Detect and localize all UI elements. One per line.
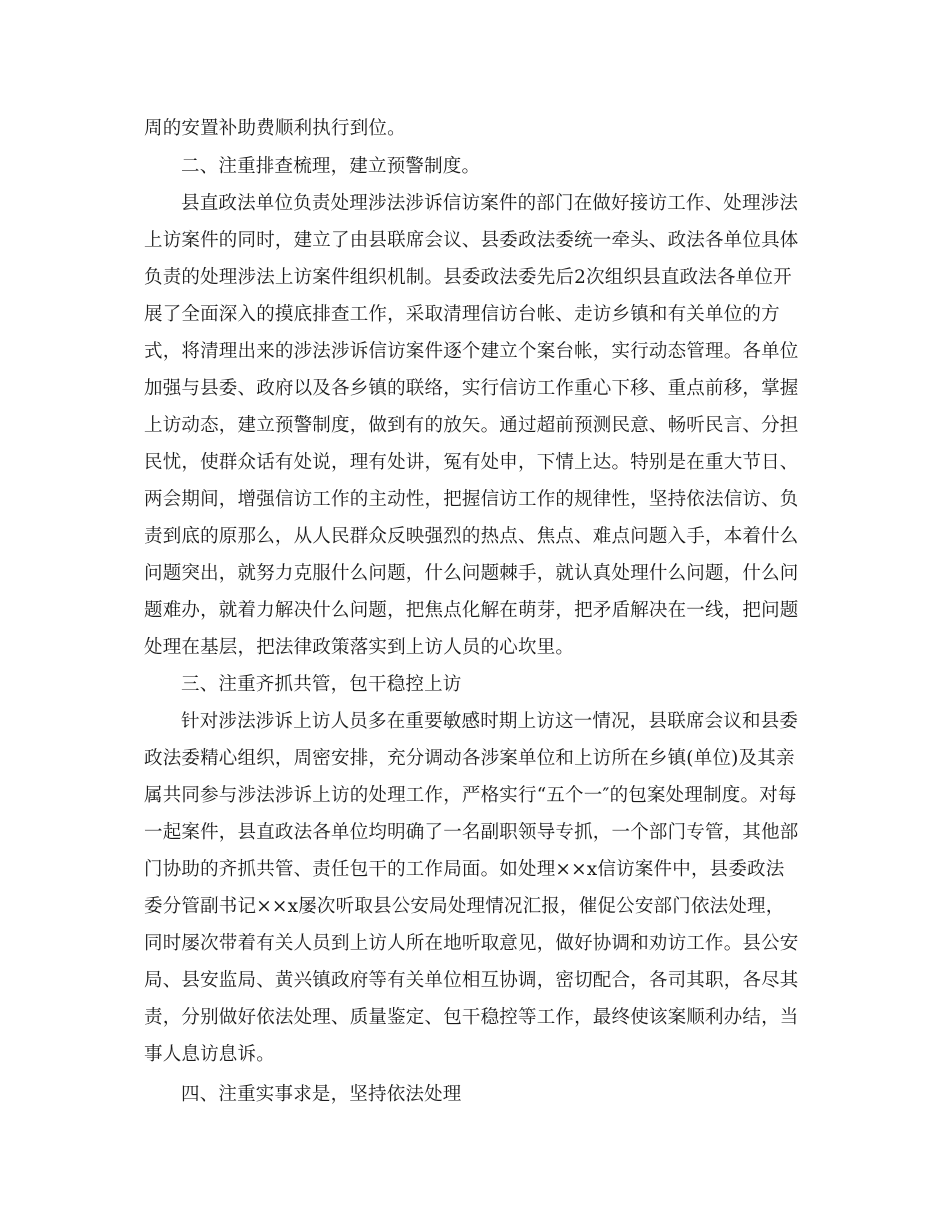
body-text-line: 一起案件，县直政法各单位均明确了一名副职领导专抓，一个部门专管，其他部 xyxy=(144,822,799,843)
body-text-line: 周的安置补助费顺利执行到位。 xyxy=(144,118,406,139)
section-heading: 四、注重实事求是，坚持依法处理 xyxy=(181,1084,462,1105)
body-text-line: 两会期间，增强信访工作的主动性，把握信访工作的规律性，坚持依法信访、负 xyxy=(144,489,799,510)
body-text-line: 题难办，就着力解决什么问题，把焦点化解在萌芽，把矛盾解决在一线，把问题 xyxy=(144,600,799,621)
body-text-line: 加强与县委、政府以及各乡镇的联络，实行信访工作重心下移、重点前移，掌握 xyxy=(144,378,799,399)
body-text-line: 同时屡次带着有关人员到上访人所在地听取意见，做好协调和劝访工作。县公安 xyxy=(144,933,799,954)
body-text-line: 展了全面深入的摸底排查工作，采取清理信访台帐、走访乡镇和有关单位的方 xyxy=(144,304,780,325)
body-text-line: 责到底的原那么，从人民群众反映强烈的热点、焦点、难点问题入手，本着什么 xyxy=(144,526,799,547)
section-heading: 二、注重排查梳理，建立预警制度。 xyxy=(181,156,481,177)
body-text-line: 事人息访息诉。 xyxy=(144,1044,275,1065)
body-text-line: 县直政法单位负责处理涉法涉诉信访案件的部门在做好接访工作、处理涉法 xyxy=(181,193,799,214)
body-text-line: 针对涉法涉诉上访人员多在重要敏感时期上访这一情况，县联席会议和县委 xyxy=(181,711,799,732)
body-text-line: 责，分别做好依法处理、质量鉴定、包干稳控等工作，最终使该案顺利办结，当 xyxy=(144,1007,799,1028)
body-text-line: 民忧，使群众话有处说，理有处讲，冤有处申，下情上达。特别是在重大节日、 xyxy=(144,452,799,473)
body-text-line: 局、县安监局、黄兴镇政府等有关单位相互协调，密切配合，各司其职，各尽其 xyxy=(144,970,799,991)
body-text-line: 上访动态，建立预警制度，做到有的放矢。通过超前预测民意、畅听民言、分担 xyxy=(144,415,799,436)
body-text-line: 门协助的齐抓共管、责任包干的工作局面。如处理××x信访案件中，县委政法 xyxy=(144,859,785,880)
body-text-line: 问题突出，就努力克服什么问题，什么问题棘手，就认真处理什么问题，什么问 xyxy=(144,563,799,584)
body-text-line: 委分管副书记××x屡次听取县公安局处理情况汇报，催促公安部门依法处理， xyxy=(144,896,785,917)
body-text-line: 式，将清理出来的涉法涉诉信访案件逐个建立个案台帐，实行动态管理。各单位 xyxy=(144,341,799,362)
section-heading: 三、注重齐抓共管，包干稳控上访 xyxy=(181,674,462,695)
body-text-line: 属共同参与涉法涉诉上访的处理工作，严格实行“五个一″的包案处理制度。对每 xyxy=(144,785,797,806)
body-text-line: 处理在基层，把法律政策落实到上访人员的心坎里。 xyxy=(144,637,575,658)
body-text-line: 负责的处理涉法上访案件组织机制。县委政法委先后2次组织县直政法各单位开 xyxy=(144,267,792,288)
body-text-line: 上访案件的同时，建立了由县联席会议、县委政法委统一牵头、政法各单位具体 xyxy=(144,230,799,251)
body-text-line: 政法委精心组织，周密安排，充分调动各涉案单位和上访所在乡镇(单位)及其亲 xyxy=(144,748,795,769)
